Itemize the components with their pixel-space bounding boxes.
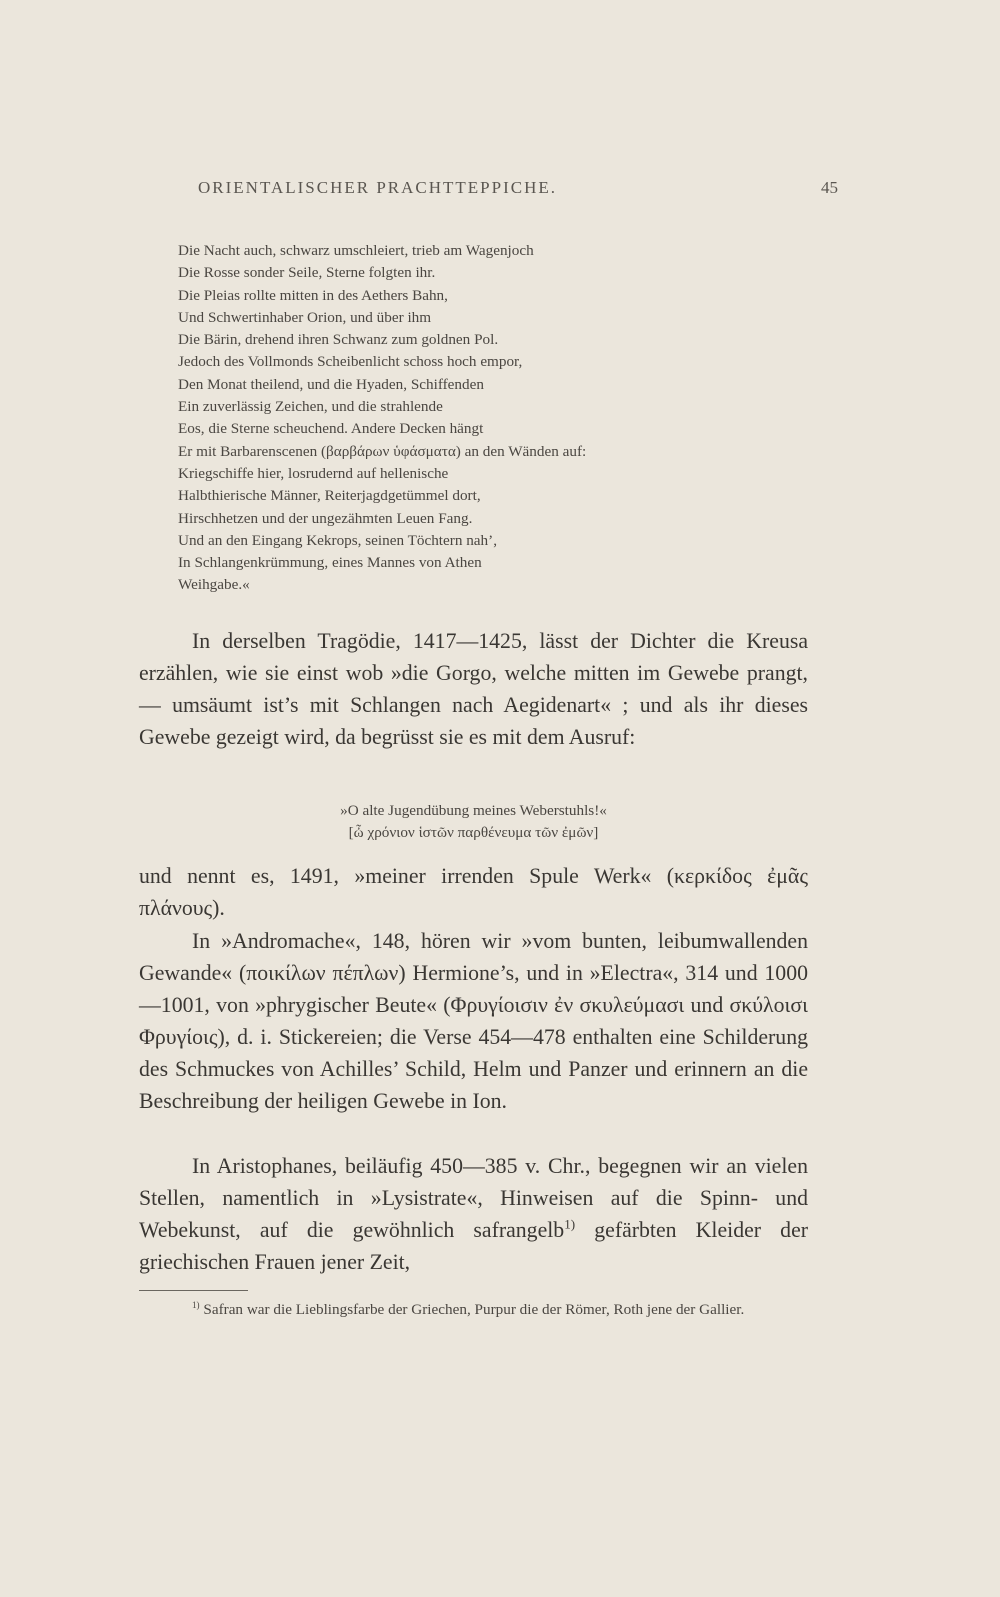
verse-line: Eos, die Sterne scheuchend. Andere Decken hängt: [178, 420, 484, 438]
verse-line: Weihgabe.«: [178, 576, 250, 594]
footnote-divider: [139, 1290, 248, 1291]
verse-line: Die Pleias rollte mitten in des Aethers Bahn,: [178, 286, 448, 304]
footnote-marker: 1): [192, 1299, 200, 1310]
verse-line: Jedoch des Vollmonds Scheibenlicht schoss hoch empor,: [178, 353, 523, 371]
verse-line: Die Rosse sonder Seile, Sterne folgten ihr.: [178, 264, 436, 282]
verse-line: Und Schwertinhaber Orion, und über ihm: [178, 308, 432, 326]
body-paragraph-kreusa: In derselben Tragödie, 1417—1425, lässt der Dichter die Kreusa erzählen, wie sie einst wob »die Gorgo, welche mitten im Gewebe prangt, — umsäumt ist’s mit Schlangen nach Aegidenart« ; und als ihr dieses Gewebe gezeigt wird, da begrüsst sie es mit dem Ausruf:: [139, 629, 808, 750]
body-paragraph-aristophanes: [139, 1150, 808, 1278]
footnote-text: Safran war die Lieblingsfarbe der Griechen, Purpur die der Römer, Roth jene der Gallier.: [199, 1301, 745, 1318]
verse-line: Er mit Barbarenscenen (βαρβάρων ὑφάσματα) an den Wänden auf:: [178, 442, 587, 460]
verse-line: Die Bärin, drehend ihren Schwanz zum goldnen Pol.: [178, 331, 499, 349]
verse-line: Ein zuverlässig Zeichen, und die strahlende: [178, 398, 443, 416]
verse-line: Kriegschiffe hier, losrudernd auf hellenische: [178, 464, 449, 482]
paragraph-text: In Aristophanes, beiläufig 450—385 v. Chr., begegnen wir an vielen Stellen, namentlich in »Lysistrate«, Hinweisen auf die Spinn- und Webekunst, auf die gewöhnlich safrangelb: [139, 1154, 808, 1243]
running-title: ORIENTALISCHER PRACHTTEPPICHE.: [198, 178, 557, 197]
quote-greek-line: [ὦ χρόνιον ἱστῶν παρθένευμα τῶν ἐμῶν]: [348, 824, 599, 841]
page-number: 45: [821, 178, 838, 197]
verse-line: In Schlangenkrümmung, eines Mannes von Athen: [178, 554, 482, 572]
exclamation-quote: [139, 800, 808, 844]
paragraph-text-continued: gefärbten Kleider der griechischen Frauen jener Zeit,: [139, 1218, 808, 1275]
page-header: [198, 178, 838, 206]
body-paragraph-spule: und nennt es, 1491, »meiner irrenden Spule Werk« (κερκίδος ἐμᾶς πλάνους).: [139, 864, 808, 921]
footnote: [139, 1298, 808, 1322]
verse-line: Den Monat theilend, und die Hyaden, Schiffenden: [178, 375, 484, 393]
footnote-reference: 1): [564, 1216, 576, 1232]
body-paragraph-andromache: In »Andromache«, 148, hören wir »vom bunten, leibumwallenden Gewande« (ποικίλων πέπλων) Hermione’s, und in »Electra«, 314 und 1000—1001, von »phrygischer Beute« (Φρυγίοισιν ἐν σκυλεύμασι und σκύλοισι Φρυγίοις), d. i. Stickereien; die Verse 454—478 enthalten eine Schilderung des Schmuckes von Achilles’ Schild, Helm und Panzer und erinnern an die Beschreibung der heiligen Gewebe in Ion.: [139, 929, 808, 1114]
verse-line: Und an den Eingang Kekrops, seinen Töchtern nah’,: [178, 531, 497, 549]
verse-quotation: [178, 240, 798, 597]
quote-german-line: »O alte Jugendübung meines Weberstuhls!«: [340, 802, 607, 819]
verse-line: Die Nacht auch, schwarz umschleiert, trieb am Wagenjoch: [178, 242, 534, 259]
verse-line: Halbthierische Männer, Reiterjagdgetümmel dort,: [178, 487, 481, 505]
verse-line: Hirschhetzen und der ungezähmten Leuen Fang.: [178, 509, 473, 527]
